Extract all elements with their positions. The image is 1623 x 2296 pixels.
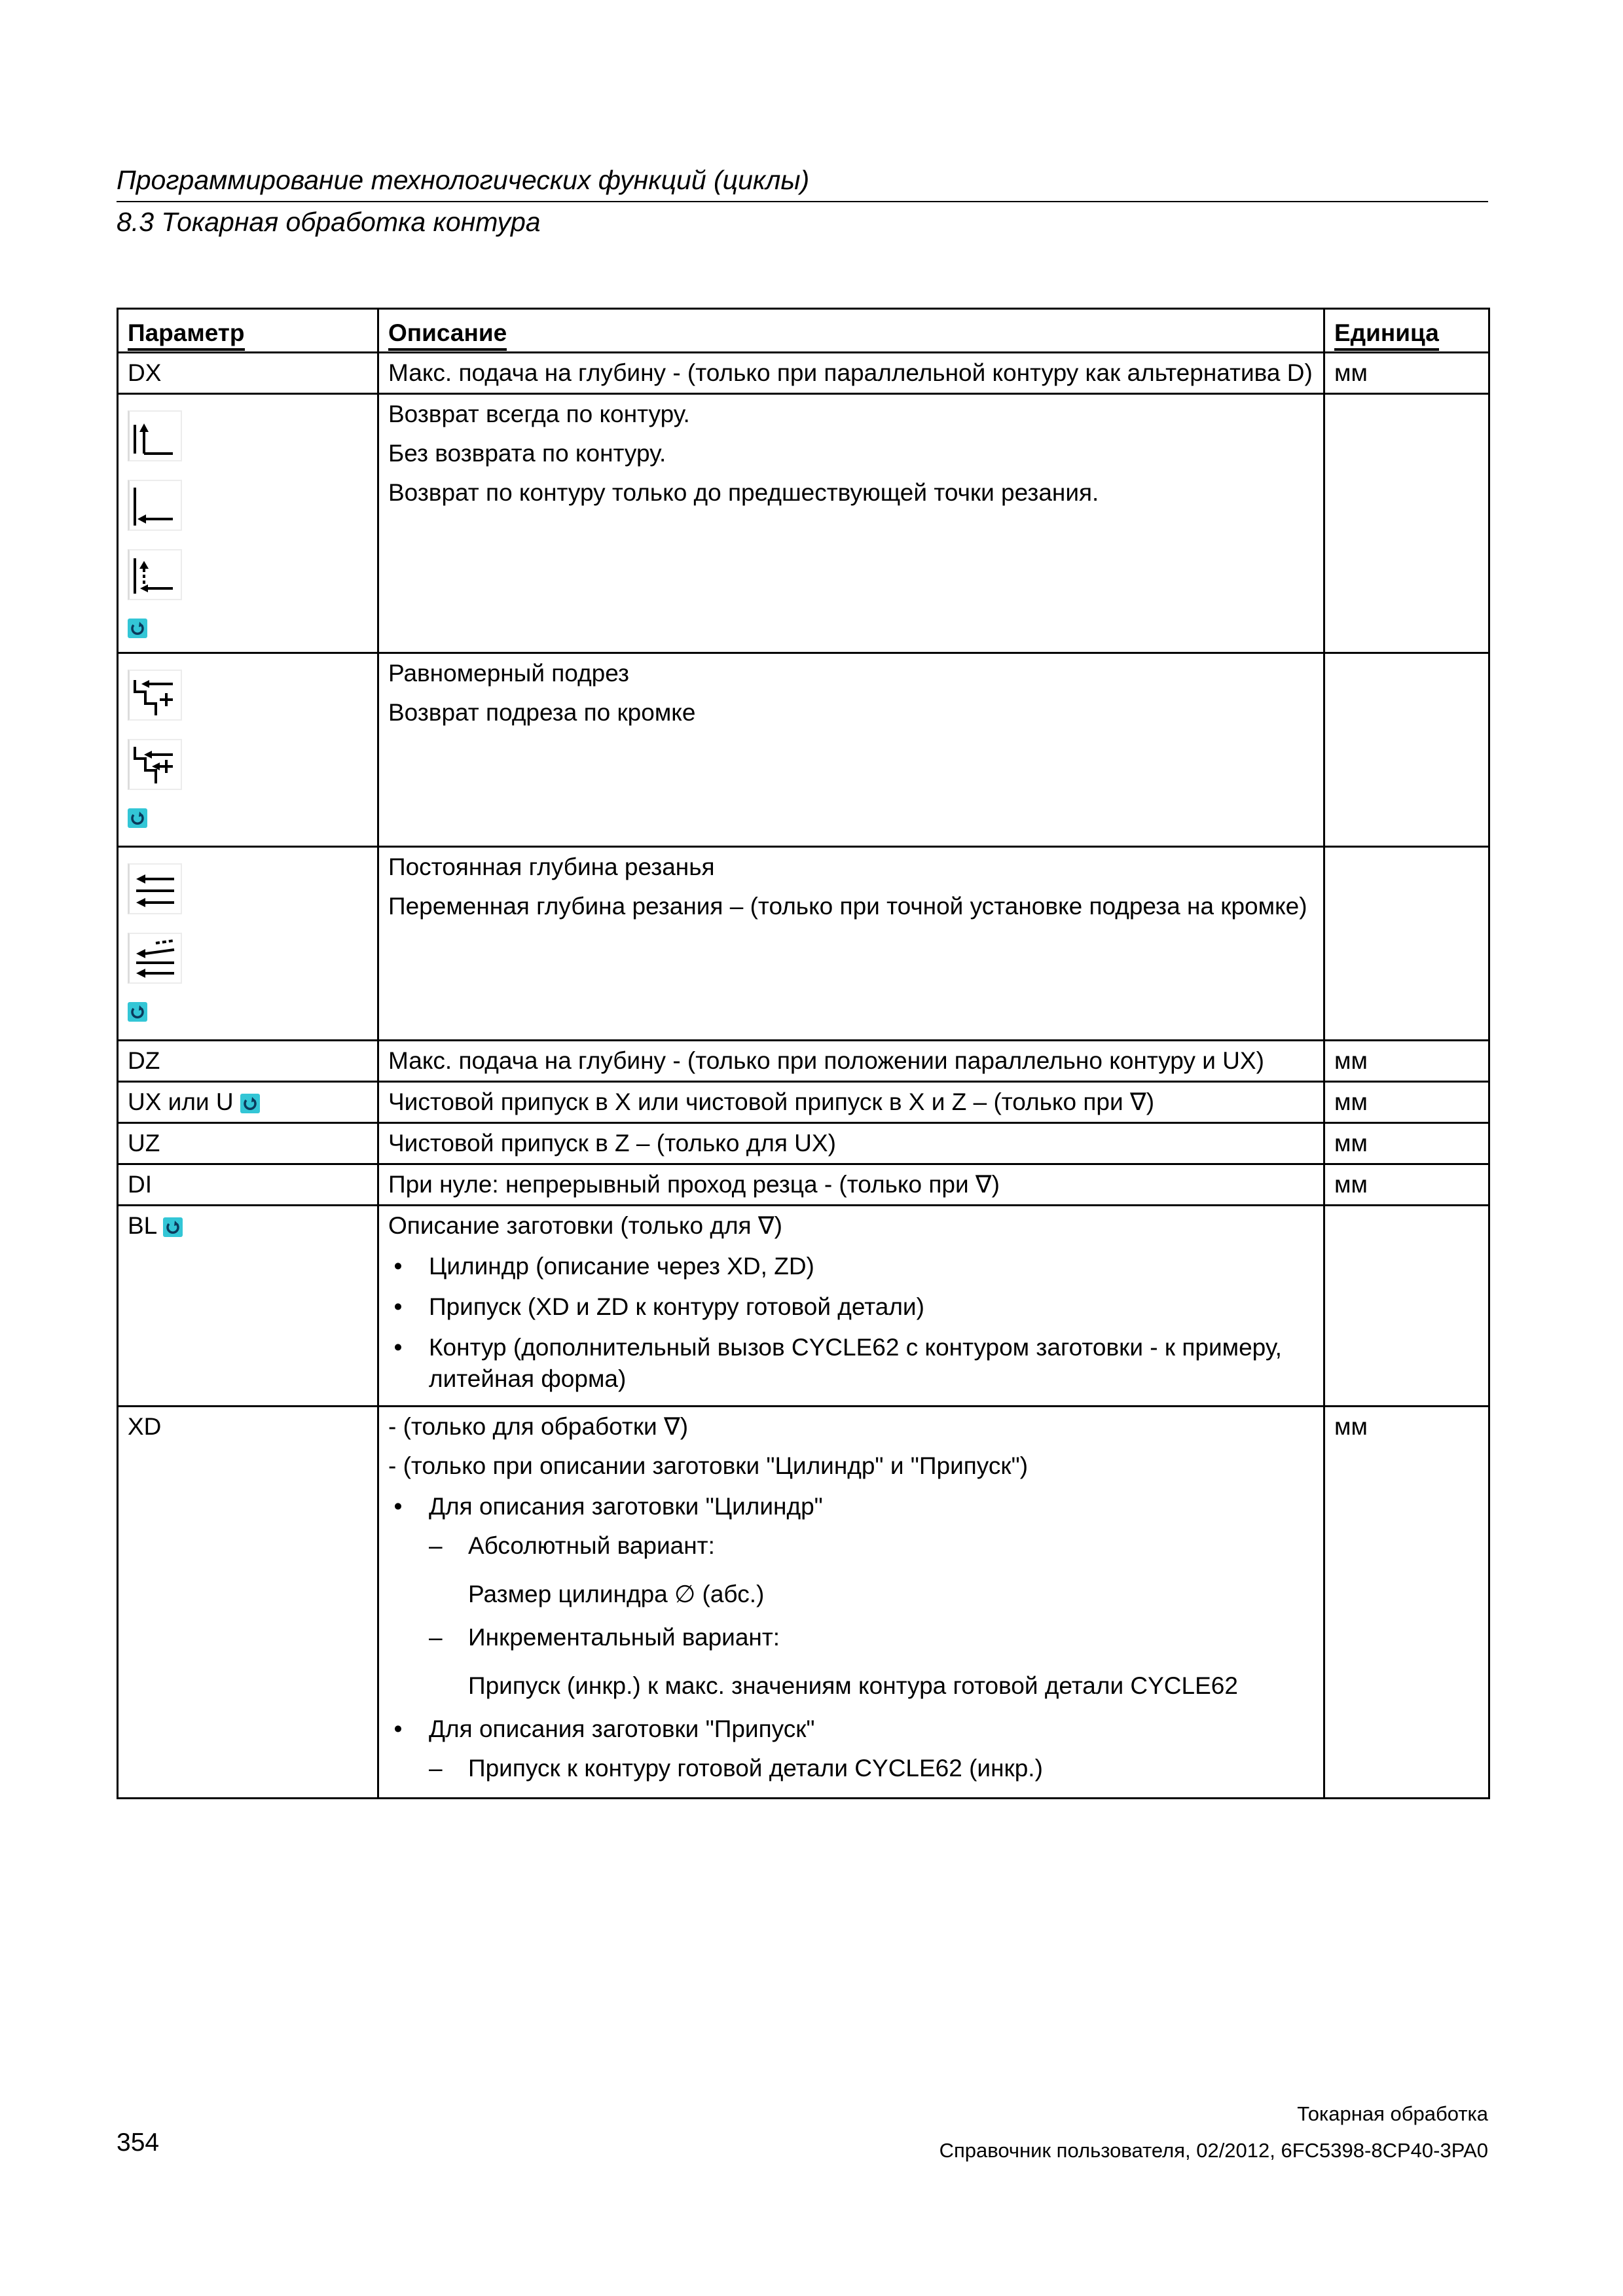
table-row-xd	[118, 1407, 1489, 1799]
table-row-dx	[118, 353, 1489, 394]
retract-always-icon[interactable]	[128, 410, 182, 461]
param-label: BL	[128, 1212, 156, 1239]
description-cell: Чистовой припуск в Z – (только для UX)	[378, 1123, 1324, 1164]
table-row-bl	[118, 1206, 1489, 1407]
toggle-icon[interactable]	[163, 1217, 183, 1237]
unit-cell: мм	[1324, 1164, 1489, 1206]
unit-cell: мм	[1324, 1082, 1489, 1123]
column-header-unit: Единица	[1334, 321, 1439, 351]
list-subitem-detail: Размер цилиндра ∅ (абс.)	[468, 1581, 765, 1607]
xd-line: - (только при описании заготовки "Цилиндр" и "Припуск")	[388, 1452, 1029, 1479]
list-item: • Припуск (XD и ZD к контуру готовой детали)	[393, 1293, 924, 1320]
variable-depth-icon[interactable]	[128, 933, 182, 984]
unit-cell: мм	[1324, 1123, 1489, 1164]
undercut-uniform-icon[interactable]	[128, 670, 182, 721]
table-row-undercut	[118, 653, 1489, 847]
param-cell: DZ	[118, 1041, 378, 1082]
page-number: 354	[117, 2128, 160, 2157]
table-row-dz	[118, 1041, 1489, 1082]
description-cell: Чистовой припуск в X или чистовой припуск в X и Z – (только при ∇)	[378, 1082, 1324, 1123]
option-retract-always: Возврат всегда по контуру.	[388, 401, 690, 427]
toggle-icon[interactable]	[128, 619, 147, 638]
xd-line: - (только для обработки ∇)	[388, 1413, 689, 1440]
option-constant-depth: Постоянная глубина резанья	[388, 853, 715, 880]
option-undercut-uniform: Равномерный подрез	[388, 660, 629, 687]
chapter-title: Программирование технологических функций (циклы)	[117, 165, 810, 195]
description-cell: При нуле: непрерывный проход резца - (только при ∇)	[378, 1164, 1324, 1206]
list-subitem: – Припуск к контуру готовой детали CYCLE62 (инкр.)	[429, 1755, 1043, 1782]
option-undercut-retract: Возврат подреза по кромке	[388, 699, 696, 726]
header-rule	[117, 201, 1488, 202]
param-cell: XD	[118, 1407, 378, 1799]
toggle-icon[interactable]	[128, 1002, 147, 1022]
list-item: • Для описания заготовки "Цилиндр"	[393, 1493, 823, 1520]
undercut-retract-edge-icon[interactable]	[128, 739, 182, 790]
unit-cell: мм	[1324, 1407, 1489, 1799]
param-cell: DI	[118, 1164, 378, 1206]
table-row-retract	[118, 394, 1489, 653]
section-title: 8.3 Токарная обработка контура	[117, 207, 541, 237]
option-variable-depth: Переменная глубина резания – (только при точной установке подреза на кромке)	[388, 893, 1307, 920]
column-header-parameter: Параметр	[128, 321, 245, 351]
description-cell: Макс. подача на глубину - (только при положении параллельно контуру и UX)	[378, 1041, 1324, 1082]
table-row-ux	[118, 1082, 1489, 1123]
constant-depth-icon[interactable]	[128, 863, 182, 914]
table-row-depth	[118, 847, 1489, 1041]
list-subitem-detail: Припуск (инкр.) к макс. значениям контура готовой детали CYCLE62	[468, 1672, 1238, 1699]
list-item: • Цилиндр (описание через XD, ZD)	[393, 1253, 814, 1280]
list-subitem: – Инкрементальный вариант:	[429, 1624, 780, 1651]
toggle-icon[interactable]	[128, 808, 147, 828]
toggle-icon[interactable]	[240, 1094, 260, 1113]
list-item: • Контур (дополнительный вызов CYCLE62 с контуром заготовки - к примеру, литейная форма)	[393, 1334, 1282, 1392]
footer-section: Токарная обработка	[1297, 2102, 1488, 2125]
footer-reference: Справочник пользователя, 02/2012, 6FC5398-8CP40-3PA0	[939, 2139, 1488, 2162]
list-item: • Для описания заготовки "Припуск"	[393, 1715, 815, 1742]
param-cell	[118, 1082, 378, 1123]
param-label: UX или U	[128, 1088, 234, 1115]
param-cell: UZ	[118, 1123, 378, 1164]
option-retract-none: Без возврата по контуру.	[388, 440, 666, 467]
unit-cell: мм	[1324, 353, 1489, 394]
param-cell	[118, 1206, 378, 1407]
description-cell: Макс. подача на глубину - (только при параллельной контуру как альтернатива D)	[378, 353, 1324, 394]
table-row-di	[118, 1164, 1489, 1206]
parameter-table	[117, 308, 1490, 1799]
list-subitem: – Абсолютный вариант:	[429, 1532, 715, 1559]
column-header-description: Описание	[388, 321, 507, 351]
param-cell: DX	[118, 353, 378, 394]
retract-none-icon[interactable]	[128, 480, 182, 531]
retract-previous-point-icon[interactable]	[128, 549, 182, 600]
unit-cell: мм	[1324, 1041, 1489, 1082]
table-row-uz	[118, 1123, 1489, 1164]
option-retract-previous: Возврат по контуру только до предшествующей точки резания.	[388, 479, 1099, 506]
table-header-row	[118, 309, 1489, 353]
bl-description: Описание заготовки (только для ∇)	[388, 1212, 782, 1239]
